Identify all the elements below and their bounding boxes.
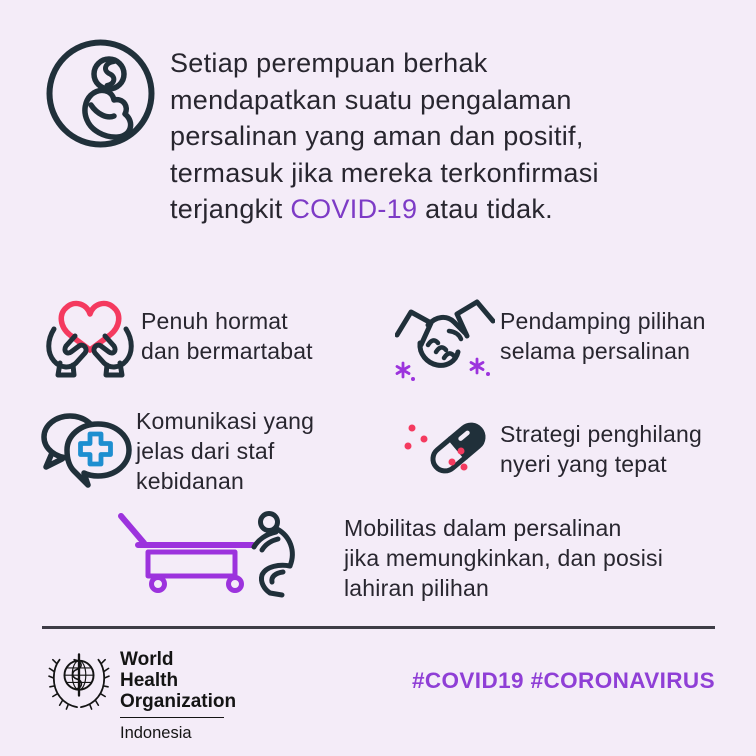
feature-birth-companion bbox=[500, 306, 706, 366]
headline-line: Setiap perempuan berhak bbox=[170, 48, 488, 78]
feature-mobility-birth-position bbox=[344, 513, 663, 603]
feature-label-line: Penuh hormat bbox=[141, 308, 288, 334]
feature-label-line: lahiran pilihan bbox=[344, 575, 489, 601]
hands-holding-heart-icon bbox=[44, 291, 136, 379]
headline bbox=[170, 45, 750, 228]
headline-line: mendapatkan suatu pengalaman bbox=[170, 84, 572, 115]
who-country: Indonesia bbox=[120, 724, 192, 742]
feature-label-line: selama persalinan bbox=[500, 338, 691, 364]
hashtags: #COVID19 #CORONAVIRUS bbox=[411, 668, 715, 693]
who-org-line: World Health bbox=[120, 649, 179, 691]
feature-label-line: Pendamping pilihan bbox=[500, 308, 706, 334]
who-org-name bbox=[120, 649, 237, 718]
covid-19-highlight: COVID-19 bbox=[290, 194, 418, 224]
headline-text: terjangkit bbox=[170, 194, 291, 224]
who-org-line: Organization bbox=[120, 691, 237, 712]
feature-pain-relief bbox=[500, 419, 702, 479]
headline-line: termasuk jika mereka terkonfirmasi bbox=[170, 157, 599, 188]
hospital-bed-person-icon bbox=[100, 510, 340, 600]
headline-line bbox=[170, 191, 750, 228]
who-emblem-icon bbox=[48, 649, 110, 718]
feature-label-line: kebidanan bbox=[136, 468, 244, 494]
pregnant-woman-icon bbox=[44, 37, 157, 150]
feature-label-line: Mobilitas dalam persalinan bbox=[344, 515, 622, 541]
feature-label-line: jelas dari staf bbox=[136, 438, 275, 464]
feature-respect-dignity bbox=[141, 306, 313, 366]
speech-bubbles-medical-cross-icon bbox=[38, 412, 138, 507]
feature-label-line: jika memungkinkan, dan posisi bbox=[344, 545, 664, 571]
handshake-icon bbox=[395, 295, 495, 385]
footer-divider bbox=[42, 626, 715, 629]
who-logo bbox=[48, 649, 237, 743]
feature-label-line: Komunikasi yang bbox=[136, 408, 315, 434]
pill-capsule-icon bbox=[398, 408, 493, 493]
feature-label-line: nyeri yang tepat bbox=[500, 451, 667, 477]
feature-label-line: dan bermartabat bbox=[141, 338, 313, 364]
headline-text: atau tidak. bbox=[417, 194, 553, 224]
feature-label-line: Strategi penghilang bbox=[500, 421, 703, 447]
feature-clear-communication bbox=[136, 406, 314, 496]
headline-line: persalinan yang aman dan positif, bbox=[170, 121, 584, 151]
